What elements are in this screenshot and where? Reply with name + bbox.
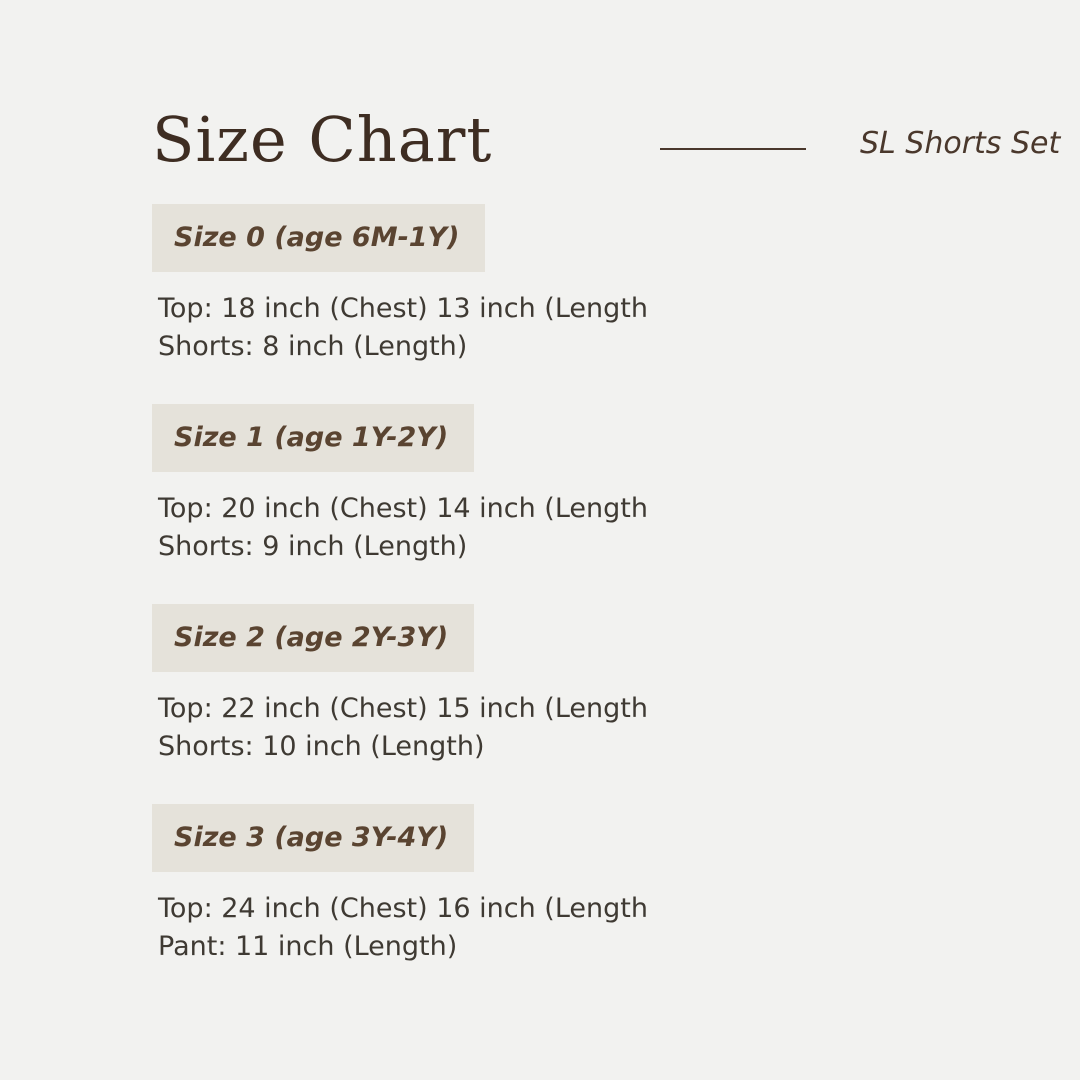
- measurement-line: Pant: 11 inch (Length): [158, 931, 458, 962]
- measurement-line: Shorts: 9 inch (Length): [158, 531, 468, 562]
- size-measurements: [152, 890, 1012, 966]
- measurement-line: Top: 22 inch (Chest) 15 inch (Length: [158, 693, 648, 724]
- spacer: [152, 766, 1012, 804]
- size-measurements: [152, 290, 1012, 366]
- size-entry-2: [152, 604, 1012, 766]
- measurement-line: Shorts: 10 inch (Length): [158, 731, 485, 762]
- size-list: [152, 204, 1012, 966]
- size-label: Size 3 (age 3Y-4Y): [152, 804, 474, 872]
- spacer: [152, 366, 1012, 404]
- spacer: [152, 566, 1012, 604]
- size-entry-3: [152, 804, 1012, 966]
- size-entry-1: [152, 404, 1012, 566]
- size-measurements: [152, 690, 1012, 766]
- size-label: Size 1 (age 1Y-2Y): [152, 404, 474, 472]
- title-divider-icon: [660, 148, 806, 150]
- size-measurements: [152, 490, 1012, 566]
- product-name: SL Shorts Set: [860, 126, 1061, 161]
- measurement-line: Top: 24 inch (Chest) 16 inch (Length: [158, 893, 648, 924]
- size-label: Size 2 (age 2Y-3Y): [152, 604, 474, 672]
- page-title: Size Chart: [152, 103, 493, 176]
- size-entry-0: [152, 204, 1012, 366]
- header: [152, 100, 1061, 190]
- size-label: Size 0 (age 6M-1Y): [152, 204, 485, 272]
- measurement-line: Shorts: 8 inch (Length): [158, 331, 468, 362]
- measurement-line: Top: 18 inch (Chest) 13 inch (Length: [158, 293, 648, 324]
- measurement-line: Top: 20 inch (Chest) 14 inch (Length: [158, 493, 648, 524]
